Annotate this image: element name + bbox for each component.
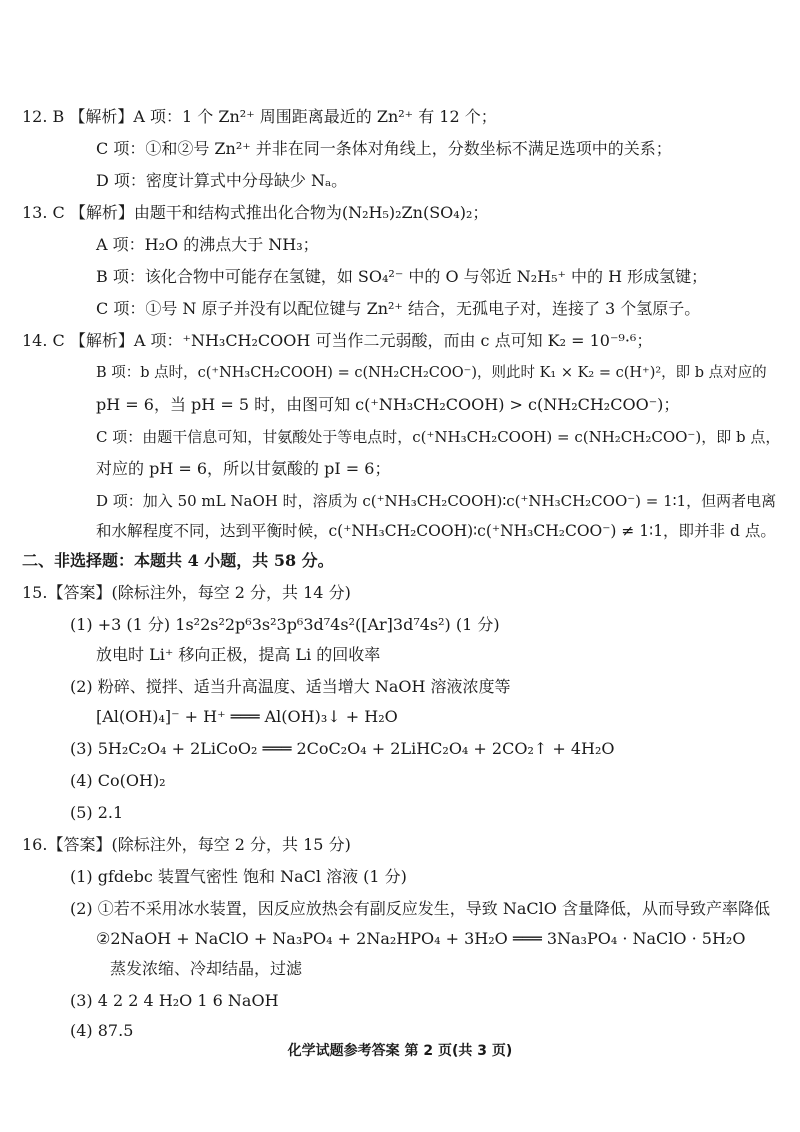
q15-part-3: (3) 5H₂C₂O₄ + 2LiCoO₂ ═══ 2CoC₂O₄ + 2LiHC₂O₄ + 2CO₂↑ + 4H₂O — [70, 739, 615, 758]
q12-line-2: C 项：①和②号 Zn²⁺ 并非在同一条体对角线上，分数坐标不满足选项中的关系； — [96, 139, 672, 158]
q14-line-1: 14. C 【解析】A 项：⁺NH₃CH₂COOH 可当作二元弱酸，而由 c 点可知 K₂ = 10⁻⁹·⁶； — [22, 331, 653, 350]
q15-part-2b: [Al(OH)₄]⁻ + H⁺ ═══ Al(OH)₃↓ + H₂O — [96, 707, 398, 726]
q12-line-1: 12. B 【解析】A 项：1 个 Zn²⁺ 周围距离最近的 Zn²⁺ 有 12 个； — [22, 107, 497, 126]
q12-line-3: D 项：密度计算式中分母缺少 Nₐ。 — [96, 171, 348, 190]
q13-line-1: 13. C 【解析】由题干和结构式推出化合物为(N₂H₅)₂Zn(SO₄)₂； — [22, 203, 489, 222]
q16-part-1: (1) gfdebc 装置气密性 饱和 NaCl 溶液 (1 分) — [70, 867, 407, 886]
q14-line-3: pH = 6，当 pH = 5 时，由图可知 c(⁺NH₃CH₂COOH) > c(NH₂CH₂COO⁻)； — [96, 395, 680, 414]
q16-header: 16.【答案】(除标注外，每空 2 分，共 15 分) — [22, 835, 351, 854]
q13-line-2: A 项：H₂O 的沸点大于 NH₃； — [96, 235, 319, 254]
q13-line-3: B 项：该化合物中可能存在氢键，如 SO₄²⁻ 中的 O 与邻近 N₂H₅⁺ 中的 H 形成氢键； — [96, 267, 708, 286]
q15-part-5: (5) 2.1 — [70, 803, 124, 822]
q16-part-2c: 蒸发浓缩、冷却结晶，过滤 — [110, 959, 303, 978]
section-heading: 二、非选择题：本题共 4 小题，共 58 分。 — [22, 551, 334, 570]
q15-part-2: (2) 粉碎、搅拌、适当升高温度、适当增大 NaOH 溶液浓度等 — [70, 677, 511, 696]
q14-line-6: D 项：加入 50 mL NaOH 时，溶质为 c(⁺NH₃CH₂COOH)∶c(⁺NH₃CH₂COO⁻) = 1∶1，但两者电离 — [96, 492, 777, 510]
q14-line-5: 对应的 pH = 6，所以甘氨酸的 pI = 6； — [96, 459, 391, 478]
page-footer: 化学试题参考答案 第 2 页(共 3 页) — [287, 1043, 513, 1059]
q15-header: 15.【答案】(除标注外，每空 2 分，共 14 分) — [22, 583, 351, 602]
q14-line-2: B 项：b 点时，c(⁺NH₃CH₂COOH) = c(NH₂CH₂COO⁻)，则此时 K₁ × K₂ = c(H⁺)²，即 b 点对应的 — [96, 365, 767, 381]
q16-part-3: (3) 4 2 2 4 H₂O 1 6 NaOH — [70, 991, 279, 1010]
q13-line-4: C 项：①号 N 原子并没有以配位键与 Zn²⁺ 结合，无孤电子对，连接了 3 个氢原子。 — [96, 299, 701, 318]
q16-part-2b: ②2NaOH + NaClO + Na₃PO₄ + 2Na₂HPO₄ + 3H₂O ═══ 3Na₃PO₄ · NaClO · 5H₂O — [96, 929, 746, 948]
q16-part-4: (4) 87.5 — [70, 1021, 134, 1040]
q15-part-1b: 放电时 Li⁺ 移向正极，提高 Li 的回收率 — [96, 645, 381, 664]
q14-line-4: C 项：由题干信息可知，甘氨酸处于等电点时，c(⁺NH₃CH₂COOH) = c(NH₂CH₂COO⁻)，即 b 点， — [96, 428, 781, 446]
q16-part-2: (2) ①若不采用冰水装置，因反应放热会有副反应发生，导致 NaClO 含量降低，从而导致产率降低 — [70, 899, 770, 918]
q15-part-4: (4) Co(OH)₂ — [70, 771, 166, 790]
q14-line-7: 和水解程度不同，达到平衡时候，c(⁺NH₃CH₂COOH)∶c(⁺NH₃CH₂COO⁻) ≠ 1∶1，即并非 d 点。 — [96, 522, 776, 540]
q15-part-1: (1) +3 (1 分) 1s²2s²2p⁶3s²3p⁶3d⁷4s²([Ar]3d⁷4s²) (1 分) — [70, 615, 500, 634]
